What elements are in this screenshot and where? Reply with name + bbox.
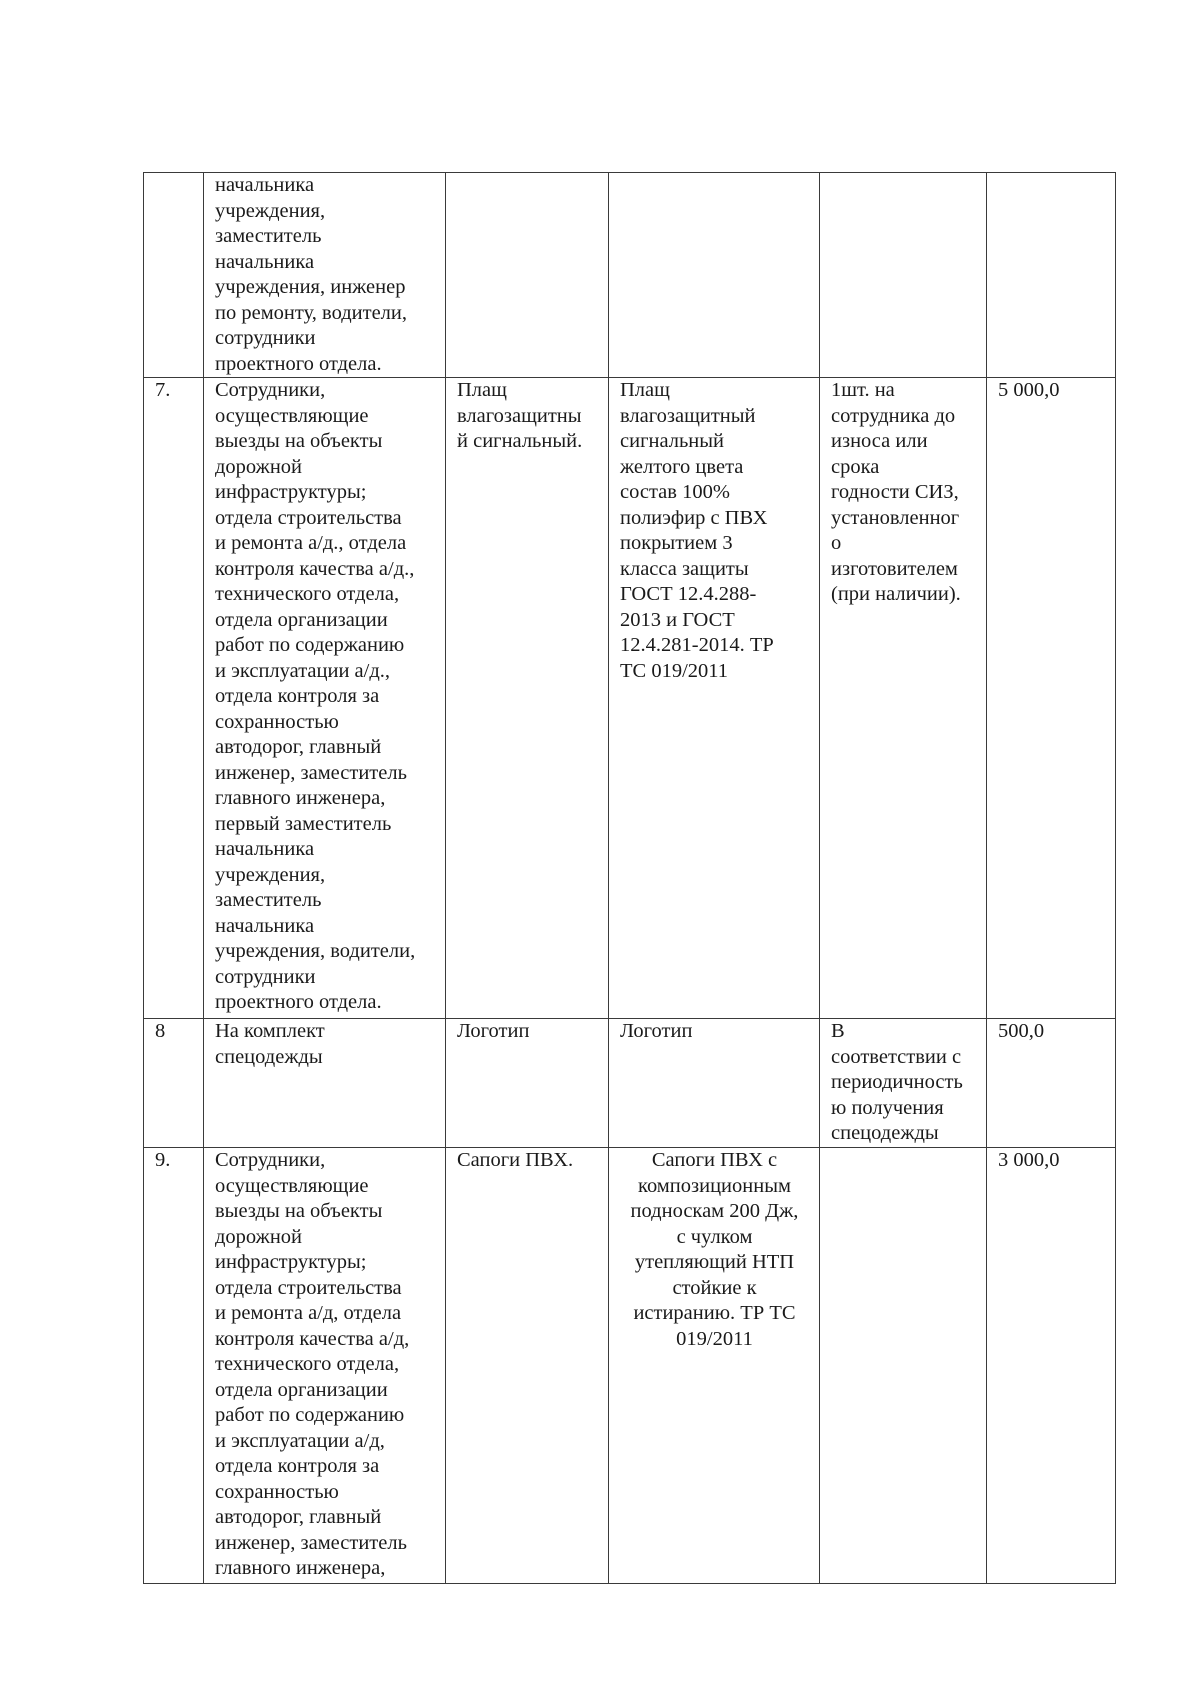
cell-text-line: ю получения [831, 1096, 944, 1119]
item-name-cell [446, 378, 609, 1019]
cell-text-line: влагозащитный [620, 404, 756, 427]
cell-text-line: автодорог, главный [215, 1506, 382, 1528]
cell-text-line: сигнальный [620, 430, 725, 452]
cell-text-line: подноскам 200 Дж, [630, 1200, 799, 1222]
cell-text-line: инженер, заместитель [215, 761, 407, 784]
cell-text-line: работ по содержанию [215, 1404, 405, 1426]
cell-text-line: осуществляющие [215, 404, 369, 427]
employees-cell [204, 1148, 446, 1584]
cell-text-line: Плащ [457, 379, 507, 401]
cell-text-line: и ремонта а/д., отдела [215, 532, 407, 554]
cell-text-line: 12.4.281-2014. ТР [620, 634, 774, 656]
cell-text-line: установленног [831, 506, 960, 529]
cell-text-line: сотрудники [215, 965, 316, 988]
cell-text-line: 019/2011 [676, 1327, 753, 1350]
cell-text-line: влагозащитны [457, 404, 582, 427]
cell-text-line: технического отдела, [215, 583, 400, 605]
issue-norm-cell [820, 173, 987, 378]
employees-cell [204, 1019, 446, 1148]
cell-text-line: и эксплуатации а/д., [215, 659, 391, 682]
table-row [144, 1019, 1116, 1148]
cell-text-line: утепляющий НТП [634, 1251, 795, 1273]
cell-text-line: дорожной [215, 1225, 303, 1248]
issue-norm-cell [820, 1019, 987, 1148]
cell-text-line: Сотрудники, [215, 379, 326, 401]
cell-text-line: учреждения, [215, 199, 326, 222]
cell-text-line: проектного отдела. [215, 991, 382, 1013]
item-name-cell [446, 1148, 609, 1584]
cell-text-line: спецодежды [215, 1045, 323, 1068]
cell-text-line: отдела контроля за [215, 1455, 380, 1477]
cell-text-line: начальника [215, 914, 315, 937]
cell-text-line: заместитель [215, 225, 322, 247]
cell-text-line: учреждения, инженер [215, 276, 406, 298]
cell-text-line: (при наличии). [831, 583, 961, 605]
cell-text-line: начальника [215, 250, 315, 273]
cell-text-line: Сапоги ПВХ с [651, 1149, 778, 1171]
cell-text-line: композиционным [638, 1174, 791, 1197]
item-name-cell [446, 173, 609, 378]
row-number: 7. [144, 378, 204, 1019]
cell-text-line: и ремонта а/д, отдела [215, 1302, 402, 1324]
cell-text-line: соответствии с [831, 1045, 962, 1068]
cell-text-line: желтого цвета [620, 455, 744, 478]
cell-text-line: технического отдела, [215, 1353, 400, 1375]
cell-text-line: работ по содержанию [215, 634, 405, 656]
cell-text-line: начальника [215, 174, 315, 196]
cell-text-line: отдела контроля за [215, 685, 380, 707]
cell-text-line: износа или [831, 430, 928, 452]
cell-text-line: и эксплуатации а/д, [215, 1429, 385, 1452]
cell-text-line: заместитель [215, 889, 322, 911]
cell-text-line: изготовителем [831, 557, 958, 580]
cell-text-line: отдела строительства [215, 506, 402, 529]
price-cell [987, 173, 1116, 378]
cell-text-line: класса защиты [620, 557, 749, 580]
specification-cell [609, 1019, 820, 1148]
cell-text-line: главного инженера, [215, 787, 386, 809]
issue-norm-cell [820, 378, 987, 1019]
cell-text-line: Логотип [620, 1020, 693, 1042]
row-number [144, 173, 204, 378]
cell-text-line: й сигнальный. [457, 430, 583, 452]
ppe-table [143, 172, 1116, 1584]
cell-text-line: полиэфир с ПВХ [620, 506, 768, 529]
cell-text-line: инфраструктуры; [215, 1251, 367, 1273]
cell-text-line: В [831, 1020, 845, 1042]
cell-text-line: выезды на объекты [215, 430, 383, 452]
cell-text-line: отдела организации [215, 608, 388, 631]
cell-text-line: инфраструктуры; [215, 481, 367, 503]
cell-text-line: сотрудники [215, 327, 316, 349]
cell-text-line: истиранию. ТР ТС [633, 1302, 796, 1324]
table-row [144, 378, 1116, 1019]
cell-text-line: контроля качества а/д., [215, 557, 415, 580]
cell-text-line: сохранностью [215, 710, 339, 733]
cell-text-line: отдела строительства [215, 1276, 402, 1299]
cell-text-line: годности СИЗ, [831, 481, 959, 503]
cell-text-line: о [831, 532, 842, 554]
table-row [144, 1148, 1116, 1584]
cell-text-line: спецодежды [831, 1122, 939, 1144]
cell-text-line: На комплект [215, 1020, 325, 1042]
specification-cell [609, 173, 820, 378]
cell-text-line: первый заместитель [215, 812, 392, 835]
cell-text-line: периодичность [831, 1071, 963, 1093]
price-cell: 500,0 [987, 1019, 1116, 1148]
cell-text-line: сохранностью [215, 1480, 339, 1503]
price-cell: 3 000,0 [987, 1148, 1116, 1584]
cell-text-line: автодорог, главный [215, 736, 382, 758]
cell-text-line: учреждения, [215, 863, 326, 886]
issue-norm-cell [820, 1148, 987, 1584]
cell-text-line: главного инженера, [215, 1557, 386, 1579]
cell-text-line: стойкие к [672, 1276, 757, 1299]
cell-text-line: начальника [215, 838, 315, 860]
cell-text-line: ТС 019/2011 [620, 659, 729, 682]
cell-text-line: срока [831, 455, 880, 478]
cell-text-line: контроля качества а/д, [215, 1327, 410, 1350]
employees-cell [204, 173, 446, 378]
specification-cell [609, 1148, 820, 1584]
cell-text-line: ГОСТ 12.4.288- [620, 583, 757, 605]
cell-text-line: выезды на объекты [215, 1200, 383, 1222]
cell-text-line: дорожной [215, 455, 303, 478]
cell-text-line: Плащ [620, 379, 670, 401]
price-cell: 5 000,0 [987, 378, 1116, 1019]
specification-cell [609, 378, 820, 1019]
cell-text-line: 2013 и ГОСТ [620, 608, 735, 631]
cell-text-line: по ремонту, водители, [215, 301, 408, 324]
employees-cell [204, 378, 446, 1019]
row-number: 8 [144, 1019, 204, 1148]
table-row [144, 173, 1116, 378]
cell-text-line: отдела организации [215, 1378, 388, 1401]
row-number: 9. [144, 1148, 204, 1584]
cell-text-line: состав 100% [620, 481, 730, 503]
cell-text-line: Логотип [457, 1020, 530, 1042]
cell-text-line: проектного отдела. [215, 352, 382, 375]
cell-text-line: Сотрудники, [215, 1149, 326, 1171]
cell-text-line: покрытием 3 [620, 532, 733, 554]
cell-text-line: инженер, заместитель [215, 1531, 407, 1554]
cell-text-line: осуществляющие [215, 1174, 369, 1197]
cell-text-line: Сапоги ПВХ. [457, 1149, 574, 1171]
cell-text-line: 1шт. на [831, 379, 895, 401]
item-name-cell [446, 1019, 609, 1148]
cell-text-line: учреждения, водители, [215, 940, 416, 962]
cell-text-line: сотрудника до [831, 404, 956, 427]
cell-text-line: с чулком [676, 1225, 753, 1248]
